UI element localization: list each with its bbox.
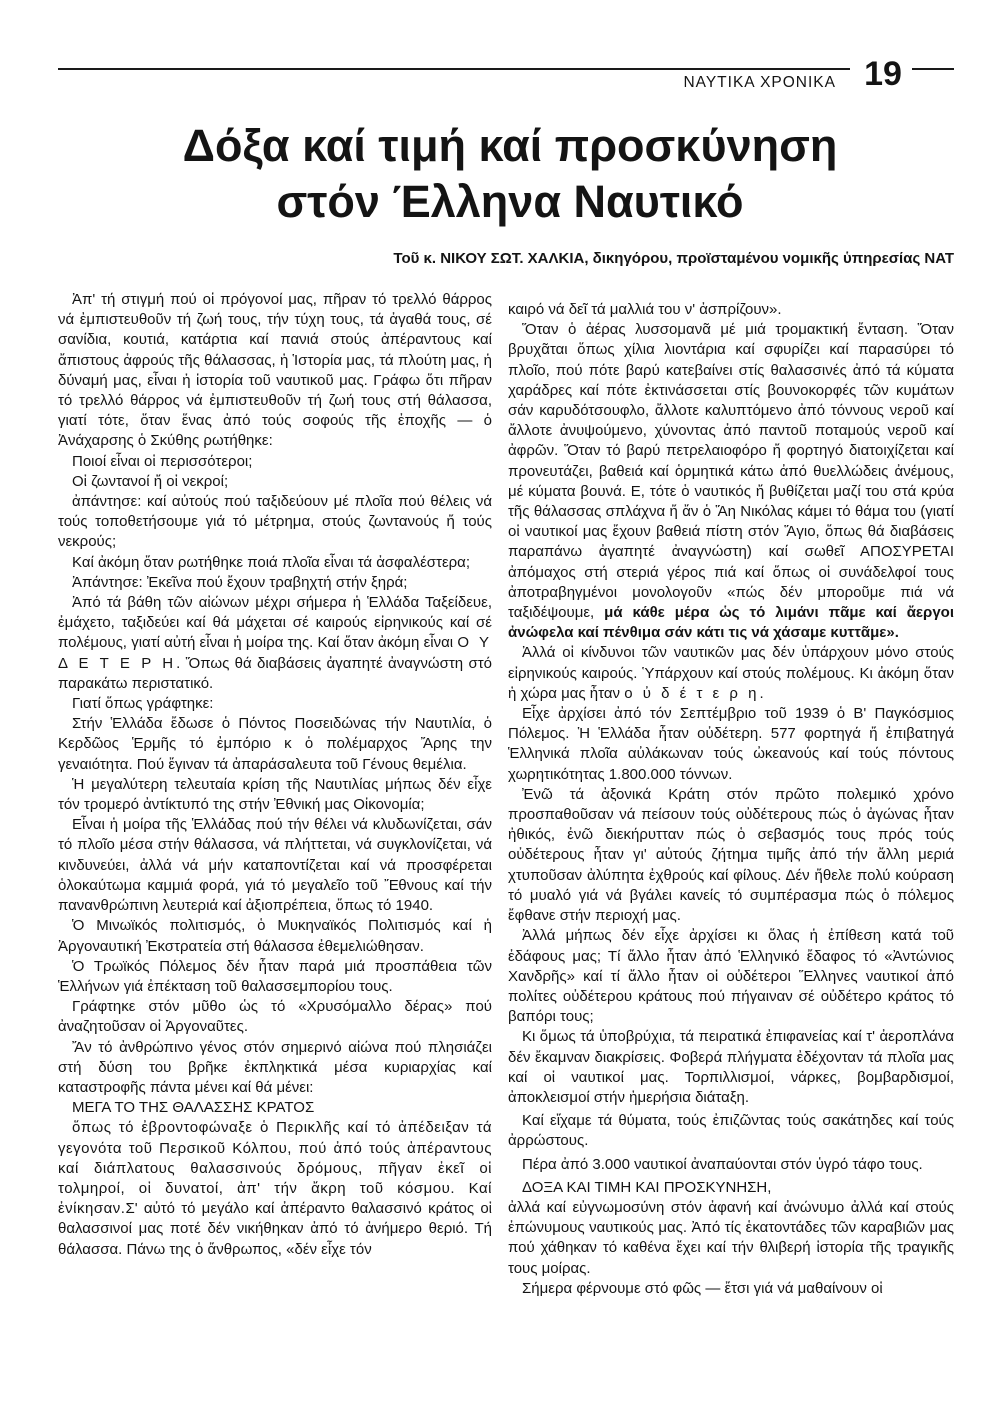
- emphasis-neutral: Ο Υ Δ Ε Τ Ε Ρ Η: [58, 634, 492, 672]
- paragraph: ἀλλά καί εὐγνωμοσύνη στόν ἀφανή καί ἀνώνυμο ἀλλά καί στούς ἐπώνυμους ναυτικούς μας. Ἀπό τίς ἑκατοντάδες τῶν καραβιῶν μας πού χάθηκαν τό καθένα ἔχει καί τήν θλιβερή ἱστορία τῆς τραγικῆς τους μοίρας.: [508, 1198, 954, 1277]
- paragraph: ἀπάντησε: καί αὐτούς πού ταξιδεύουν μέ πλοῖα πού θέλεις νά τούς τοποθετήσουμε γιά τό μέτρημα, στούς ζωντανούς ἤ τούς νεκρούς;: [58, 493, 492, 551]
- right-column: [508, 300, 954, 1299]
- caps-word: ΑΠΟΣΥΡΕΤΑΙ: [859, 543, 954, 561]
- emphasis-neutral: ο ὐ δ έ τ ε ρ η: [624, 684, 760, 702]
- paragraph: Πέρα ἀπό 3.000 ναυτικοί ἀναπαύονται στόν ὑγρό τάφο τους.: [522, 1155, 923, 1173]
- byline: Τοῦ κ. ΝΙΚΟΥ ΣΩΤ. ΧΑΛΚΙΑ, δικηγόρου, προϊσταμένου νομικῆς ὑπηρεσίας ΝΑΤ: [393, 250, 954, 267]
- paragraph: Γιατί ὅπως γράφτηκε:: [72, 695, 214, 713]
- paragraph: Καί εἴχαμε τά θύματα, τούς ἐπιζῶντας τούς σακάτηδες καί τούς ἀρρώστους.: [508, 1112, 954, 1150]
- article-title-line-1: Δόξα καί τιμή καί προσκύνηση: [182, 120, 838, 171]
- article-title-line-2: στόν Έλληνα Ναυτικό: [276, 175, 744, 227]
- paragraph: Καί ἀκόμη ὅταν ρωτήθηκε ποιά πλοῖα εἶναι τά ἀσφαλέστερα;: [72, 553, 470, 571]
- paragraph: Εἶναι ἡ μοίρα τῆς Ἑλλάδας πού τήν θέλει νά κλυδωνίζεται, σάν τό πλοῖο μέσα στήν θάλασσα, νά πλήττεται, νά συγκλονίζεται, νά κινδυνεύει, ἀλλά νά μήν καταποντίζεται καί νά προσφέρεται ὁλοκαύτωμα καμμιά φορά, γιά τό μεγαλεῖο τοῦ Ἔθνους καί τήν πανανθρώπινη λευτεριά καί ἀξιοπρέπεια, ὅπως τό 1940.: [58, 816, 492, 915]
- paragraph: Σήμερα φέρνουμε στό φῶς — ἔτσι γιά νά μαθαίνουν οἱ: [522, 1279, 883, 1297]
- text-run: Ἀλλά οἱ κίνδυνοι τῶν ναυτικῶν μας δέν ὑπάρχουν μόνο στούς εἰρηνικούς καιρούς. Ὑπάρχουν καί στούς πολέμους. Κι ἀκόμη ὅταν ἡ χώρα μας ἦταν: [508, 644, 954, 702]
- left-column: [58, 290, 492, 1260]
- paragraph: Ἐνῶ τά ἀξονικά Κράτη στόν πρῶτο πολεμικό χρόνο προσπαθοῦσαν νά πείσουν τούς οὐδέτερους πώς ὁ ἀγώνας ἦταν ἠθικός, ἐνῶ διεκήρυτταν πώς ὁ σεβασμός τους πρός τούς οὐδέτερους ἦταν γι' αὐτούς ζήτημα τιμῆς ἀπό τήν ἄλλη μεριά χτυποῦσαν ἀλύπητα ἐχθρούς καί φίλους. Δέν ἤθελε πολύ κούραση τό μυαλό γιά νά βγάλει κανείς τό συμπέρασμα πώς ὁ πόλεμος ἔφθανε στήν περιοχή μας.: [508, 785, 954, 925]
- paragraph: Ἀπάντησε: Ἐκεῖνα πού ἔχουν τραβηχτή στήν ξηρά;: [72, 573, 408, 591]
- paragraph: Ἡ μεγαλύτερη τελευταία κρίση τῆς Ναυτιλίας μήπως δέν εἶχε τόν τρομερό ἀντίκτυπό της στήν Ἐθνική μας Οἰκονομία;: [58, 775, 492, 814]
- page-number: 19: [864, 55, 902, 93]
- paragraph: Ποιοί εἶναι οἱ περισσότεροι;: [72, 452, 253, 470]
- header-rule-left: [58, 68, 850, 70]
- paragraph: Γράφτηκε στόν μῦθο ὡς τό «Χρυσόμαλλο δέρας» πού ἀναζητοῦσαν οἱ Ἀργοναῦτες.: [58, 998, 492, 1036]
- paragraph: Εἶχε ἀρχίσει ἀπό τόν Σεπτέμβριο τοῦ 1939 ὁ Β' Παγκόσμιος Πόλεμος. Ἡ Ἑλλάδα ἦταν οὐδέτερη. 577 φορτηγά ἤ ἐπιβατηγά Ἑλληνικά πλοῖα αὐλάκωναν τούς ὠκεανούς καί τούς πόντους χωρητικότητας 1.800.000 τόννων.: [508, 705, 954, 783]
- header-rule-right: [912, 68, 954, 70]
- text-run: Ὅταν ὁ ἀέρας λυσσομανᾶ μέ μιά τρομακτική ἔνταση. Ὅταν βρυχᾶται ὅπως χίλια λιοντάρια καί σφυρίζει καί παρασύρει τό πλοῖο, πού πότε βαρύ κατεβαίνει στίς θαλασσινές ἀπό τά κύματα χαράδρες καί πότε ἐκτινάσσεται στίς βουνοκορφές τῶν κυμάτων σάν καρυδότσουφλο, ἄλλοτε καλυπτόμενο ἀπό τόννους νεροῦ καί ἄλλοτε ἀνυψούμενο, χύνοντας ἀπό παντοῦ ποταμούς νεροῦ καί ἀφρῶν. Ὅταν τό βαρύ πετρελαιοφόρο ἤ φορτηγό διατοιχίζεται καί προνευτάζει, βαθειά καί ὁρμητικά κάτω ἀπό θυελλώδεις ἀνέμους, μέ κύματα βουνά. Ε, τότε ὁ ναυτικός ἤ βυθίζεται μαζί του στά κρύα τῆς θάλασσας σπλάχνα ἤ ἄν ὁ Ἅη Νικόλας κάμει τό θάμα του (γιατί οἱ ναυτικοί μας ἔχουν βαθειά πίστη στόν Ἅγιο, ὅπως θά διαβάσεις παραπάνω ἀγαπητέ ἀναγνώστη) καί σωθεῖ: [508, 321, 954, 561]
- paragraph: Στήν Ἑλλάδα ἔδωσε ὁ Πόντος Ποσειδώνας τήν Ναυτιλία, ὁ Κερδῶος Ἑρμῆς τό ἐμπόριο κ ὁ πολέμαρχος Ἄρης την γεναιότητα. Πού ἔγιναν τά ἀπαράσαλευτα τοῦ Γένους θεμέλια.: [58, 715, 492, 773]
- paragraph: Ἀλλά μήπως δέν εἶχε ἀρχίσει κι ὅλας ἡ ἐπίθεση κατά τοῦ ἐδάφους μας; Τί ἄλλο ἦταν ἀπό Ἑλληνικό ἔδαφος τό «Ἀντώνιος Χανδρῆς» καί τί ἄλλο ἦταν οἱ οὐδέτεροι Ἕλληνες ναυτικοί ἀπό πολίτες οὐδέτερου κράτους πού πήγαιναν σέ οὐδέτερο κράτος τό βαπόρι τους;: [508, 927, 954, 1026]
- quote-caps: ὅπως τό ἐβροντοφώναξε ὁ Περικλῆς καί τό ἀπέδειξαν τά γεγονότα τοῦ Περσικοῦ Κόλπου, πού ἀπό τούς ἀπέραντους καί διάπλατους θαλασσινούς δρόμους, πῆγαν ἐκεῖ οἱ τολμηροί, οἱ δυνατοί, ἀπ' τήν ἄκρη τοῦ κόσμου. Καί ἐνίκησαν.: [58, 1119, 492, 1218]
- running-head: ΝΑΥΤΙΚΑ ΧΡΟΝΙΚΑ: [683, 74, 836, 91]
- heading-caps: ΔΟΞΑ ΚΑΙ ΤΙΜΗ ΚΑΙ ΠΡΟΣΚΥΝΗΣΗ,: [522, 1178, 772, 1196]
- paragraph: Ἄν τό ἀνθρώπινο γένος στόν σημερινό αἰώνα πού πλησιάζει στή δύση του βρῆκε ἐκπληκτικά μέσα κυριαρχίας καί καταστροφῆς πάντα μένει καί θά μένει:: [58, 1038, 492, 1096]
- paragraph: Οἱ ζωντανοί ἤ οἱ νεκροί;: [72, 472, 229, 490]
- text-run: Ἀπό τά βάθη τῶν αἰώνων μέχρι σήμερα ἡ Ἑλλάδα Ταξείδευε, ἐμάχετο, ταξιδεύει καί θά μάχεται σέ καιρούς εἰρηνικούς καί σέ πολέμους, γιατί αὐτή εἶναι ἡ μοίρα της. Καί ὅταν ἀκόμη εἶναι: [58, 594, 492, 652]
- text-run: .: [759, 684, 764, 702]
- paragraph: [58, 1118, 492, 1259]
- paragraph: Κι ὅμως τά ὑποβρύχια, τά πειρατικά ἐπιφανείας καί τ' ἀεροπλάνα δέν ἔκαμναν διακρίσεις. Φοβερά πλήγματα ἐδέχονταν τά πλοῖα μας καί οἱ ναυτικοί μας. Τορπιλλισμοί, νάρκες, βομβαρδισμοί, ἀποκλεισμοί στήν ἡμερήσια διάταξη.: [508, 1028, 954, 1106]
- paragraph: Ἀπ' τή στιγμή πού οἱ πρόγονοί μας, πῆραν τό τρελλό θάρρος νά ἐμπιστευθοῦν τή ζωή τους, τήν τύχη τους, τά ἀγαθά τους, σέ σανίδια, κουτιά, κατάρτια καί πανιά στούς ἀπέραντους καί ἄπιστους ἀφρούς τῆς θάλασσας, ἡ Ἱστορία μας, τά πλούτη μας, ἡ δύναμή μας, εἶναι ἡ ἱστορία τοῦ ναυτικοῦ μας. Γράφω ὅτι πῆραν τό τρελλό θάρρος νά ἐμπιστευθοῦν τή ζωή τους στή θάλασσα, γιατί τότε, ὅταν ἕνας ἀπό τούς σοφούς τῆς ἐποχῆς — ὁ Ἀνάχαρσης ὁ Σκύθης ρωτήθηκε:: [58, 291, 492, 450]
- paragraph: Ὁ Τρωϊκός Πόλεμος δέν ἦταν παρά μιά προσπάθεια τῶν Ἑλλήνων γιά ἐπέκταση τοῦ θαλασσεμπορίου τους.: [58, 957, 492, 995]
- text-run: . Ὅπως θά διαβάσεις ἀγαπητέ ἀναγνώστη στό παρακάτω περιστατικό.: [58, 654, 492, 692]
- text-run: Σ' αὐτό τό μεγάλο καί ἀπέραντο θαλασσινό κράτος οἱ θαλασσινοί μας ποτέ δέν νικήθηκαν ἀπό τό ἀνήμερο θεριό. Τή θάλασσα. Πάνω της ὁ ἄνθρωπος, «δέν εἶχε τόν: [58, 1200, 492, 1258]
- paragraph: [58, 593, 492, 694]
- article-title: [60, 118, 960, 230]
- paragraph: καιρό νά δεῖ τά μαλλιά του ν' ἀσπρίζουν».: [508, 301, 782, 318]
- bold-quote: μά κάθε μέρα ὡς τό λιμάνι πᾶμε καί ἄεργοι ἀνώφελα καί πένθιμα σάν κάτι τις νά χάσαμε κυττᾶμε».: [508, 604, 955, 642]
- paragraph: ΜΕΓΑ ΤΟ ΤΗΣ ΘΑΛΑΣΣΗΣ ΚΡΑΤΟΣ: [72, 1099, 315, 1117]
- paragraph: [508, 320, 954, 643]
- text-run: ἀπόμαχος στή στεριά γέρος πιά καί ὅπως οἱ συνάδελφοί τους ἀποτραβηγμένοι μονολογοῦν «πώς δέν μποροῦμε πιά νά ταξιδέψουμε,: [508, 563, 954, 622]
- paragraph: [508, 643, 954, 704]
- paragraph: Ὁ Μινωϊκός πολιτισμός, ὁ Μυκηναϊκός Πολιτισμός καί ἡ Ἀργοναυτική Ἐκστρατεία στή θάλασσα ἐθεμελιώθησαν.: [58, 917, 492, 955]
